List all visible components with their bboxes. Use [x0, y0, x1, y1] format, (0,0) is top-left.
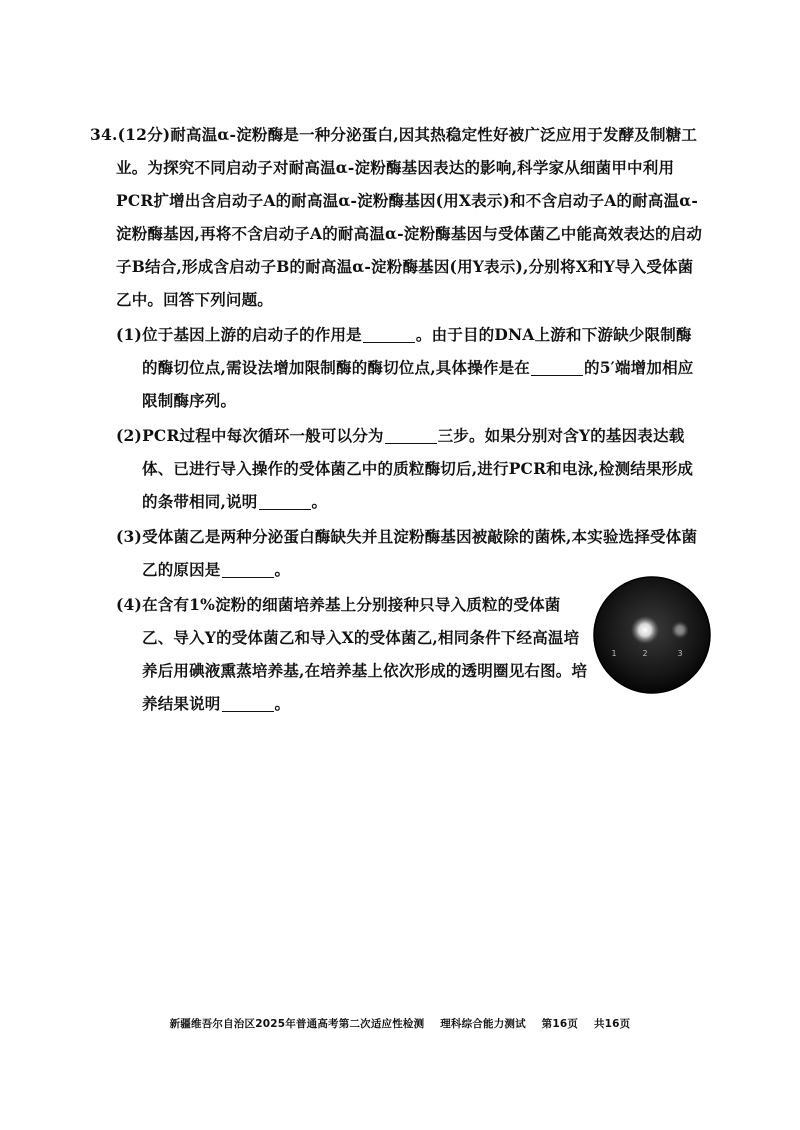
- answer-blank[interactable]: [531, 357, 583, 376]
- colony-label-2: 2: [642, 649, 648, 658]
- footer-total: 共16页: [593, 1018, 631, 1030]
- sub-question-3-number: (3): [116, 527, 143, 546]
- sub-question-2-text-b: 三步。如果分别对含Y的基因表达载体、已进行导入操作的受体菌乙中的质粒酶切后,进行PCR和电泳,检测结果形成的条带相同,说明: [142, 426, 694, 511]
- answer-blank[interactable]: [363, 324, 415, 343]
- sub-question-1-text-c: 的5′端增加相应限制酶序列。: [142, 358, 694, 410]
- question-stem: [90, 118, 706, 316]
- colony-label-1: 1: [611, 649, 617, 658]
- sub-question-1-text-b: 。由于目的DNA上游和下游缺少限制酶的酶切位点,需设法增加限制酶的酶切位点,具体操作是在: [142, 325, 692, 377]
- sub-question-4: [116, 588, 590, 720]
- answer-blank[interactable]: [385, 425, 437, 444]
- sub-question-2: [116, 419, 706, 518]
- sub-question-4-text-b: 。: [274, 694, 291, 713]
- sub-question-4-text-a: 在含有1%淀粉的细菌培养基上分别接种只导入质粒的受体菌乙、导入Y的受体菌乙和导入X的受体菌乙,相同条件下经高温培养后用碘液熏蒸培养基,在培养基上依次形成的透明圈见右图。培养结果说明: [142, 595, 588, 713]
- clear-zone-2: [631, 616, 659, 644]
- answer-blank[interactable]: [259, 491, 311, 510]
- sub-question-1-text-a: 位于基因上游的启动子的作用是: [142, 325, 362, 344]
- sub-question-2-number: (2): [116, 426, 143, 445]
- sub-question-3-text-b: 。: [274, 560, 291, 579]
- question-number: 34.: [90, 125, 118, 144]
- sub-question-4-number: (4): [116, 595, 143, 614]
- footer-subject: 理科综合能力测试: [440, 1018, 526, 1030]
- colony-label-3: 3: [677, 649, 683, 658]
- question-stem-text: 耐高温α-淀粉酶是一种分泌蛋白,因其热稳定性好被广泛应用于发酵及制糖工业。为探究不同启动子对耐高温α-淀粉酶基因表达的影响,科学家从细菌甲中利用PCR扩增出含启动子A的耐高温α-淀粉酶基因(用X表示)和不含启动子A的耐高温α-淀粉酶基因,再将不含启动子A的耐高温α-淀粉酶基因与受体菌乙中能高效表达的启动子B结合,形成含启动子B的耐高温α-淀粉酶基因(用Y表示),分别将X和Y导入受体菌乙中。回答下列问题。: [116, 125, 703, 309]
- answer-blank[interactable]: [222, 693, 274, 712]
- sub-question-2-text-a: PCR过程中每次循环一般可以分为: [142, 426, 384, 445]
- question-score: (12分): [117, 125, 171, 144]
- petri-dish-figure: [592, 575, 712, 695]
- answer-blank[interactable]: [222, 559, 274, 578]
- footer-exam: 新疆维吾尔自治区2025年普通高考第二次适应性检测: [169, 1018, 425, 1030]
- clear-zone-3: [671, 621, 689, 639]
- page-footer: [0, 1016, 800, 1031]
- sub-question-1: [116, 318, 706, 417]
- footer-page: 第16页: [541, 1018, 579, 1030]
- sub-question-2-text-c: 。: [311, 492, 328, 511]
- sub-question-3-text-a: 受体菌乙是两种分泌蛋白酶缺失并且淀粉酶基因被敲除的菌株,本实验选择受体菌乙的原因是: [142, 527, 698, 579]
- sub-question-1-number: (1): [116, 325, 143, 344]
